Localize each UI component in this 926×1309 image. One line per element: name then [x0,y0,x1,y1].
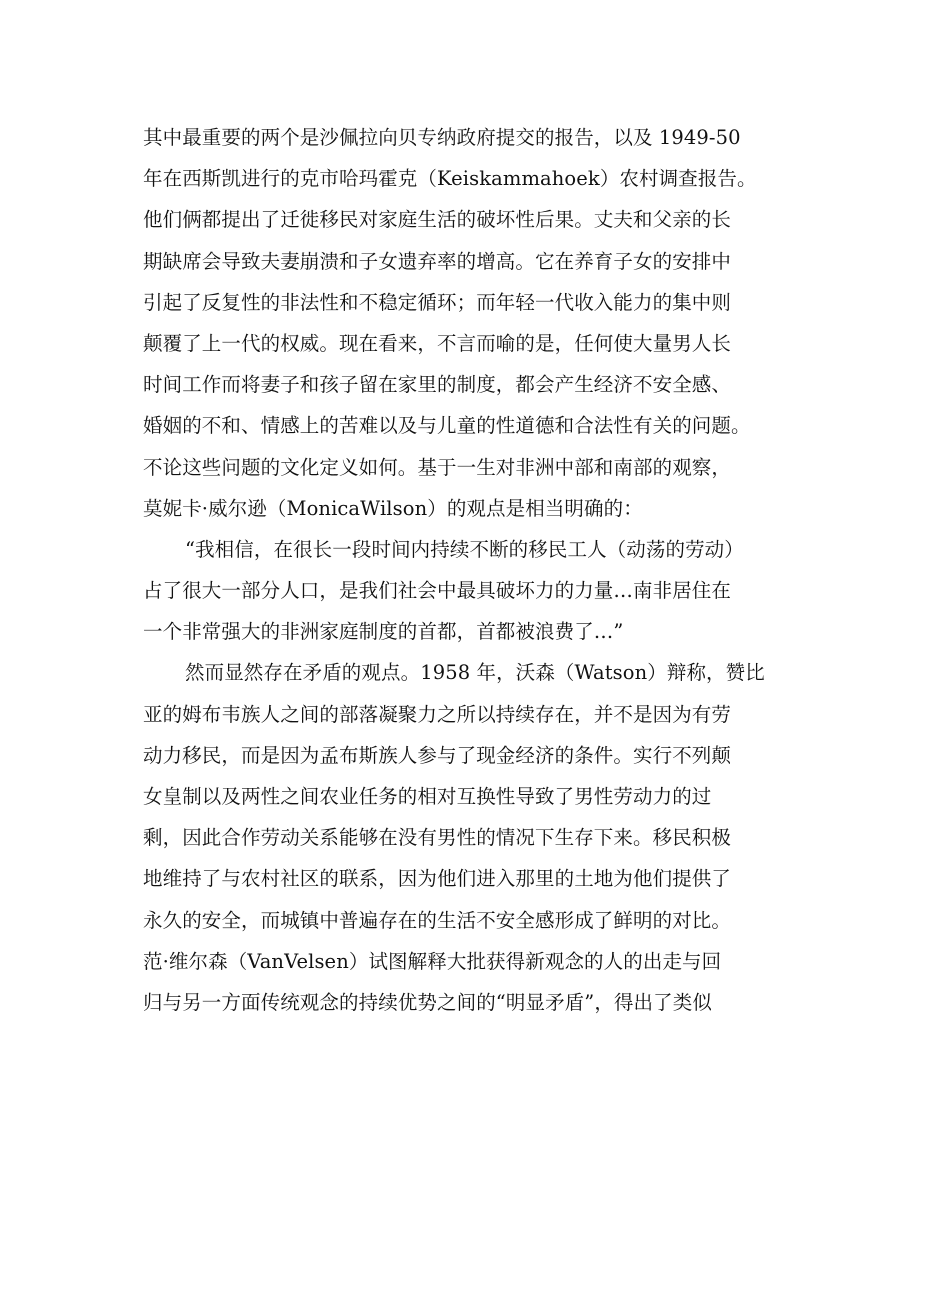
text-line: 女皇制以及两性之间农业任务的相对互换性导致了男性劳动力的过 [143,785,712,808]
text-line: 归与另一方面传统观念的持续优势之间的“明显矛盾”，得出了类似 [143,990,712,1014]
text-line: 期缺席会导致夫妻崩溃和子女遗弃率的增高。它在养育子女的安排中 [143,249,732,273]
quote-line: 一个非常强大的非洲家庭制度的首都，首都被浪费了…” [143,620,624,644]
text-line: 亚的姆布韦族人之间的部落凝聚力之所以持续存在，并不是因为有劳 [143,702,732,726]
text-line: 莫妮卡·威尔逊（MonicaWilson）的观点是相当明确的： [143,496,643,520]
quote-line: 占了很大一部分人口，是我们社会中最具破坏力的力量…南非居住在 [143,579,732,603]
body-text [143,117,803,1023]
text-line: 动力移民，而是因为孟布斯族人参与了现金经济的条件。实行不列颠 [143,743,732,767]
text-line: 引起了反复性的非法性和不稳定循环；而年轻一代收入能力的集中则 [143,290,732,314]
text-line: 他们俩都提出了迁徙移民对家庭生活的破坏性后果。丈夫和父亲的长 [143,208,732,232]
text-line: 婚姻的不和、情感上的苦难以及与儿童的性道德和合法性有关的问题。 [143,414,751,438]
text-line: 剩，因此合作劳动关系能够在没有男性的情况下生存下来。移民积极 [143,826,732,850]
quote-line: “我相信，在很长一段时间内持续不断的移民工人（动荡的劳动） [185,537,744,561]
text-line: 时间工作而将妻子和孩子留在家里的制度，都会产生经济不安全感、 [143,373,732,397]
text-line: 其中最重要的两个是沙佩拉向贝专纳政府提交的报告，以及 1949-50 [143,126,741,149]
text-line: 年在西斯凯进行的克市哈玛霍克（Keiskammahoek）农村调查报告。 [143,167,757,191]
text-line: 地维持了与农村社区的联系，因为他们进入那里的土地为他们提供了 [143,867,732,891]
text-line: 颠覆了上一代的权威。现在看来，不言而喻的是，任何使大量男人长 [143,331,732,355]
text-line: 不论这些问题的文化定义如何。基于一生对非洲中部和南部的观察， [143,455,732,479]
text-line: 永久的安全，而城镇中普遍存在的生活不安全感形成了鲜明的对比。 [143,908,732,932]
text-line: 然而显然存在矛盾的观点。1958 年，沃森（Watson）辩称，赞比 [185,661,765,685]
text-line: 范·维尔森（VanVelsen）试图解释大批获得新观念的人的出走与回 [143,949,722,973]
